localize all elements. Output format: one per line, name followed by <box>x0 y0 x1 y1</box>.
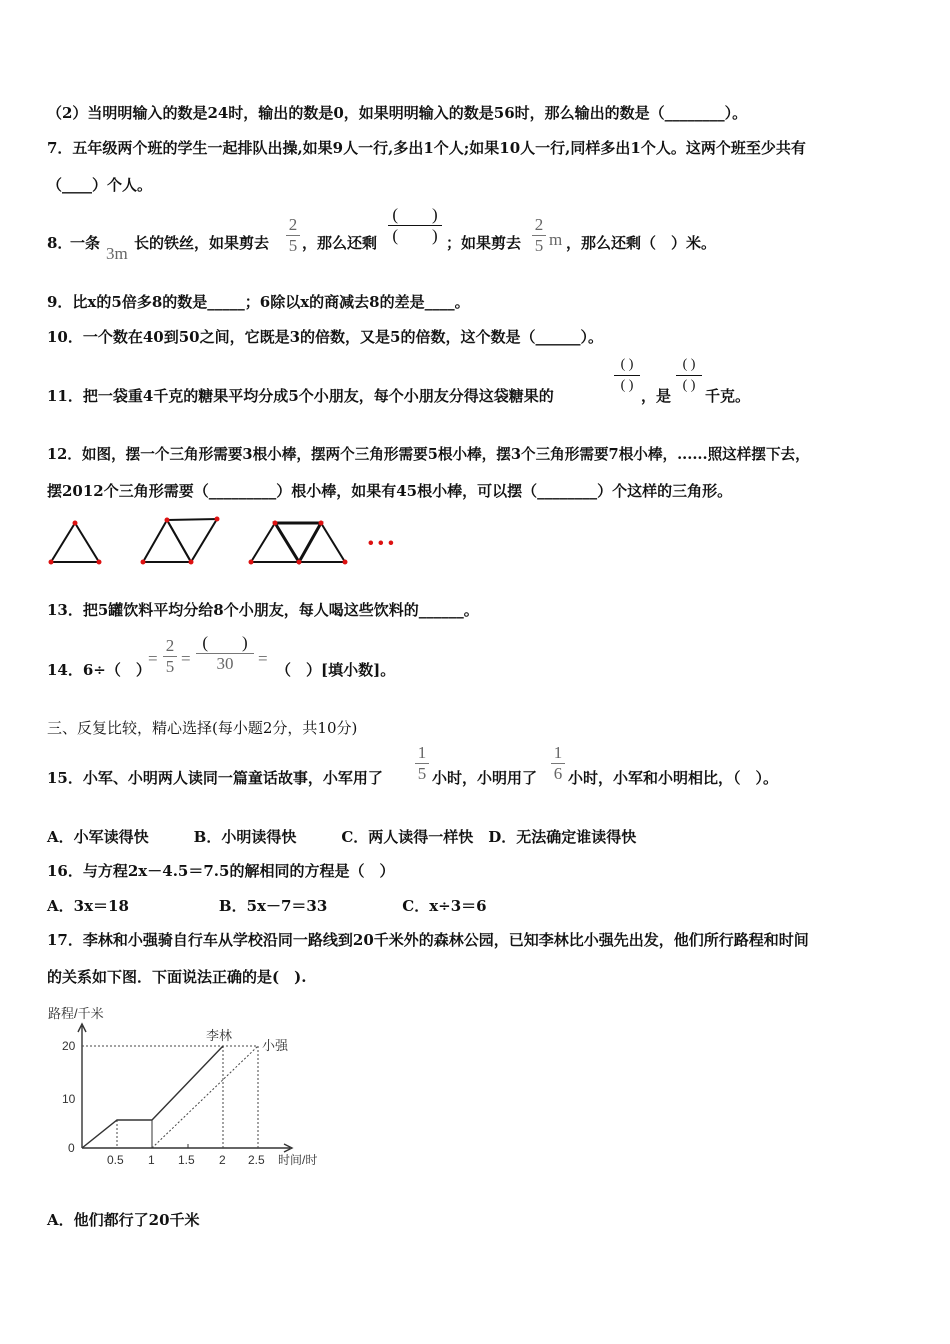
q11-fraction-2 <box>676 356 702 395</box>
y-tick-0: 0 <box>68 1141 75 1155</box>
qiang-line <box>152 1046 258 1148</box>
triangle-2a <box>143 520 191 562</box>
q15-text-c: 小时，小军和小明相比，（ ）。 <box>568 769 779 787</box>
x-tick-1: 1 <box>148 1153 155 1167</box>
q14-eq2: = <box>181 649 191 668</box>
q8-text-b: 长的铁丝，如果剪去 <box>134 234 270 252</box>
q15-text-b: 小时，小明用了 <box>432 769 538 787</box>
x-tick-0.5: 0.5 <box>107 1153 124 1167</box>
y-tick-10: 10 <box>62 1092 76 1106</box>
x-tick-1.5: 1.5 <box>178 1153 195 1167</box>
q8-blank-den: ( ) <box>392 226 438 245</box>
label-xiaoqiang: 小强 <box>262 1038 289 1053</box>
q11-f1-den: ( ) <box>620 378 634 393</box>
q8-frac2-den: 5 <box>534 236 544 255</box>
q14-f1-num: 2 <box>165 636 175 655</box>
q8-frac1-den: 5 <box>288 236 298 255</box>
q14-text-a: 14．6÷（ ） <box>47 661 151 679</box>
q6-part2: （2）当明明输入的数是24时，输出的数是0，如果明明输入的数是56时，那么输出的数是（________）。 <box>47 104 748 122</box>
q11-fraction-1 <box>614 356 640 395</box>
triangle-3b <box>275 523 321 562</box>
triangle-3c <box>299 523 345 562</box>
y-axis-label: 路程/千米 <box>48 1006 104 1021</box>
q14-fraction-1 <box>163 637 177 676</box>
q11-f1-num: ( ) <box>620 357 634 372</box>
q15-fraction-1 <box>415 744 429 783</box>
q7-line2: （____）个人。 <box>47 176 153 194</box>
q9: 9．比x的5倍多8的数是_____；6除以x的商减去8的差是____。 <box>47 293 470 311</box>
q15-options: A．小军读得快 B．小明读得快 C．两人读得一样快 D．无法确定谁读得快 <box>47 828 637 846</box>
q16: 16．与方程2x－4.5＝7.5的解相同的方程是（ ） <box>47 862 395 880</box>
distance-time-graph <box>40 998 340 1178</box>
q8-frac2-num: 2 <box>534 215 544 234</box>
q17-option-a: A．他们都行了20千米 <box>47 1211 200 1229</box>
q16-options: A．3x＝18 B．5x－7＝33 C．x÷3＝6 <box>47 897 487 915</box>
q14-eq1: = <box>148 649 158 668</box>
q14-eq3: = <box>258 649 268 668</box>
q8-fraction-1 <box>286 216 300 255</box>
q17-line2: 的关系如下图．下面说法正确的是( ). <box>47 968 307 986</box>
q15-fraction-2 <box>551 744 565 783</box>
q14-text-b: （ ）[填小数]。 <box>276 661 396 679</box>
q15-f2-den: 6 <box>553 764 563 783</box>
section-3-heading: 三、反复比较，精心选择(每小题2分，共10分) <box>47 719 358 737</box>
q8-text-e: ，那么还剩（ ）米。 <box>566 234 717 252</box>
x-tick-2: 2 <box>219 1153 226 1167</box>
q10: 10．一个数在40到50之间，它既是3的倍数，又是5的倍数，这个数是（______）。 <box>47 328 603 346</box>
q11-text-a: 11．把一袋重4千克的糖果平均分成5个小朋友，每个小朋友分得这袋糖果的 <box>47 387 554 405</box>
q14-f1-den: 5 <box>165 657 175 676</box>
q8-text-a: 一条 <box>70 234 101 252</box>
q11-text-b: ，是 <box>641 387 672 405</box>
q8-fraction-blank <box>388 206 442 245</box>
q14-f2-num: ( ) <box>202 633 248 652</box>
q11-f2-den: ( ) <box>682 378 696 393</box>
q8-text-c: ，那么还剩 <box>302 234 378 252</box>
q8-blank-num: ( ) <box>392 205 438 224</box>
q8-number: 8． <box>47 234 73 252</box>
q11-f2-num: ( ) <box>682 357 696 372</box>
x-axis-label: 时间/时 <box>278 1153 318 1167</box>
q12-line2: 摆2012个三角形需要（_________）根小棒，如果有45根小棒，可以摆（________）个这样的三角形。 <box>47 482 733 500</box>
q13: 13．把5罐饮料平均分给8个小朋友，每人喝这些饮料的______。 <box>47 601 479 619</box>
q15-f2-num: 1 <box>553 743 563 762</box>
triangles-figure <box>40 510 420 574</box>
q8-frac1-num: 2 <box>288 215 298 234</box>
q12-line1: 12．如图，摆一个三角形需要3根小棒，摆两个三角形需要5根小棒，摆3个三角形需要7根小棒，......照这样摆下去， <box>47 446 810 463</box>
q8-fraction-2 <box>532 216 546 255</box>
q14-f2-den: 30 <box>216 654 234 673</box>
q15-text-a: 15．小军、小明两人读同一篇童话故事，小军用了 <box>47 769 383 787</box>
q7-line1: 7．五年级两个班的学生一起排队出操,如果9人一行,多出1个人;如果10人一行,同样多出1个人。这两个班至少共有 <box>47 139 806 157</box>
q17-line1: 17．李林和小强骑自行车从学校沿同一路线到20千米外的森林公园，已知李林比小强先出发，他们所行路程和时间 <box>47 931 809 949</box>
x-tick-2.5: 2.5 <box>248 1153 265 1167</box>
q15-f1-num: 1 <box>417 743 427 762</box>
continuation-dots: • • • <box>368 535 394 552</box>
label-lilin: 李林 <box>206 1028 233 1043</box>
q14-fraction-2 <box>196 634 254 673</box>
q11-text-c: 千克。 <box>705 387 751 405</box>
q8-length: 3m <box>106 244 128 263</box>
triangle-1 <box>51 523 99 562</box>
triangle-2b <box>167 519 217 562</box>
q15-f1-den: 5 <box>417 764 427 783</box>
triangle-3a <box>251 523 299 562</box>
q8-unit: m <box>549 230 563 249</box>
y-tick-20: 20 <box>62 1039 76 1053</box>
q8-text-d: ；如果剪去 <box>446 234 522 252</box>
